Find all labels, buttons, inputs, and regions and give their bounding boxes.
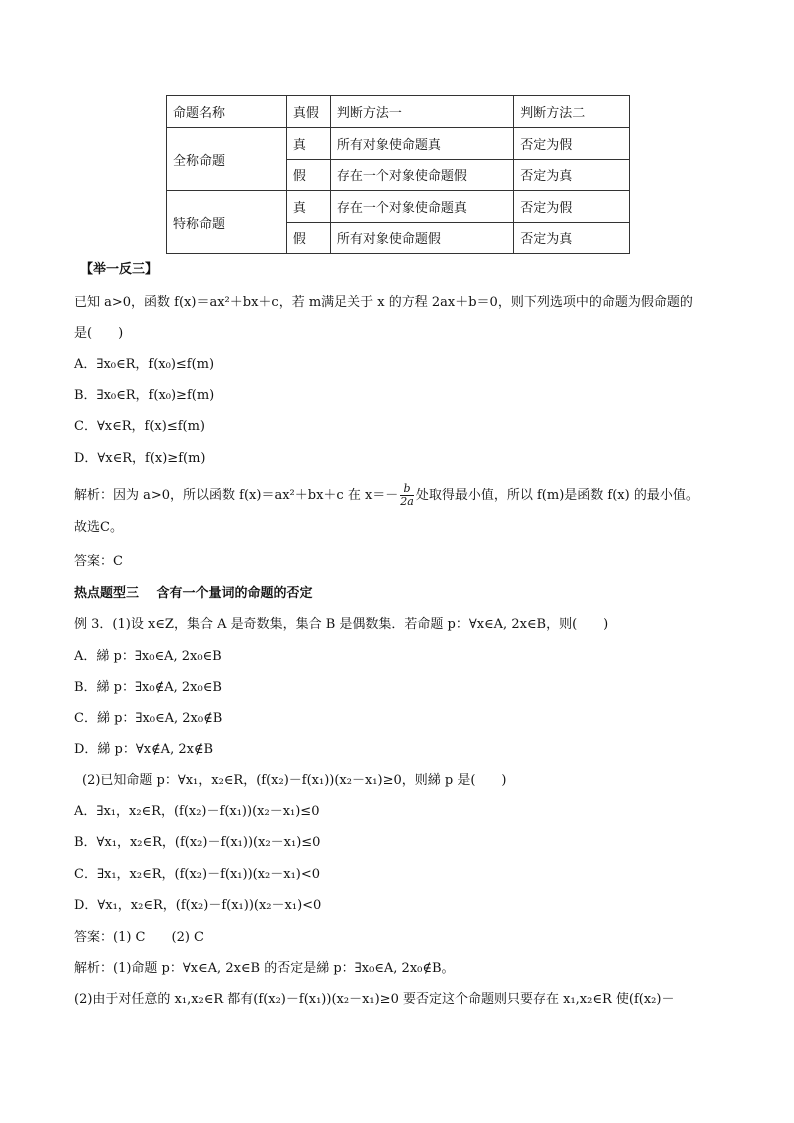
table-cell: 存在一个对象使命题真 [330,191,513,223]
example-heading: 【举一反三】 [80,262,159,277]
option-a: A．∃x₁，x₂∈R，(f(x₂)－f(x₁))(x₂－x₁)≤0 [74,804,320,819]
solution-text: 处取得最小值，所以 f(m)是函数 f(x) 的最小值。 [415,488,699,503]
fraction [400,483,414,508]
option-d: D．綈 p：∀x∉A, 2x∉B [74,742,214,757]
question-line: 是( ) [74,326,124,341]
question-line: 例 3．(1)设 x∈Z，集合 A 是奇数集，集合 B 是偶数集．若命题 p：∀x∈A, 2x∈B，则( ) [74,617,609,632]
table-cell: 否定为真 [514,159,630,191]
option-d: D．∀x₁，x₂∈R，(f(x₂)－f(x₁))(x₂－x₁)<0 [74,898,322,913]
option-a: A．∃x₀∈R，f(x₀)≤f(m) [74,357,215,372]
table-cell: 真 [286,191,330,223]
table-row [167,128,630,160]
option-b: B．∃x₀∈R，f(x₀)≥f(m) [74,388,215,403]
table-row [167,191,630,223]
solution-line: (2)由于对任意的 x₁,x₂∈R 都有(f(x₂)－f(x₁))(x₂－x₁)≥0 要否定这个命题则只要存在 x₁,x₂∈R 使(f(x₂)－ [74,992,675,1007]
fraction-numerator: b [400,483,414,496]
section-title: 热点题型三 含有一个量词的命题的否定 [74,586,313,601]
option-c: C．∀x∈R，f(x)≤f(m) [74,419,205,434]
table-cell: 存在一个对象使命题假 [330,159,513,191]
solution-text: 解析：因为 a>0，所以函数 f(x)＝ax²＋bx＋c 在 x＝－ [74,488,399,503]
fraction-denominator: 2a [400,495,414,508]
solution-line: 故选C。 [74,520,123,535]
table-header: 判断方法一 [330,96,513,128]
table-cell: 所有对象使命题假 [330,222,513,254]
table-header: 真假 [286,96,330,128]
table-cell: 否定为假 [514,191,630,223]
question-line: 已知 a>0，函数 f(x)＝ax²＋bx＋c，若 m满足关于 x 的方程 2ax＋b＝0，则下列选项中的命题为假命题的 [74,295,693,310]
table-cell: 否定为假 [514,128,630,160]
option-b: B．綈 p：∃x₀∉A, 2x₀∈B [74,680,222,695]
option-b: B．∀x₁，x₂∈R，(f(x₂)－f(x₁))(x₂－x₁)≤0 [74,835,321,850]
question-line: (2)已知命题 p：∀x₁，x₂∈R，(f(x₂)－f(x₁))(x₂－x₁)≥0，则綈 p 是( ) [82,773,507,788]
table-cell: 假 [286,222,330,254]
solution-line [74,483,699,508]
table-header: 命题名称 [167,96,287,128]
proposition-table [166,95,630,254]
option-c: C．∃x₁，x₂∈R，(f(x₂)－f(x₁))(x₂－x₁)<0 [74,867,321,882]
table-cell: 否定为真 [514,222,630,254]
table-cell: 所有对象使命题真 [330,128,513,160]
answer-line: 答案：(1) C (2) C [74,930,204,945]
answer-line: 答案：C [74,554,123,569]
table-cell: 假 [286,159,330,191]
option-d: D．∀x∈R，f(x)≥f(m) [74,451,206,466]
table-cell-name: 全称命题 [167,128,287,191]
table-cell: 真 [286,128,330,160]
solution-line: 解析：(1)命题 p：∀x∈A, 2x∈B 的否定是綈 p：∃x₀∈A, 2x₀∉B。 [74,961,455,976]
table-header-row [167,96,630,128]
option-a: A．綈 p：∃x₀∈A, 2x₀∈B [74,649,222,664]
table-header: 判断方法二 [514,96,630,128]
table-cell-name: 特称命题 [167,191,287,254]
option-c: C．綈 p：∃x₀∈A, 2x₀∉B [74,711,223,726]
